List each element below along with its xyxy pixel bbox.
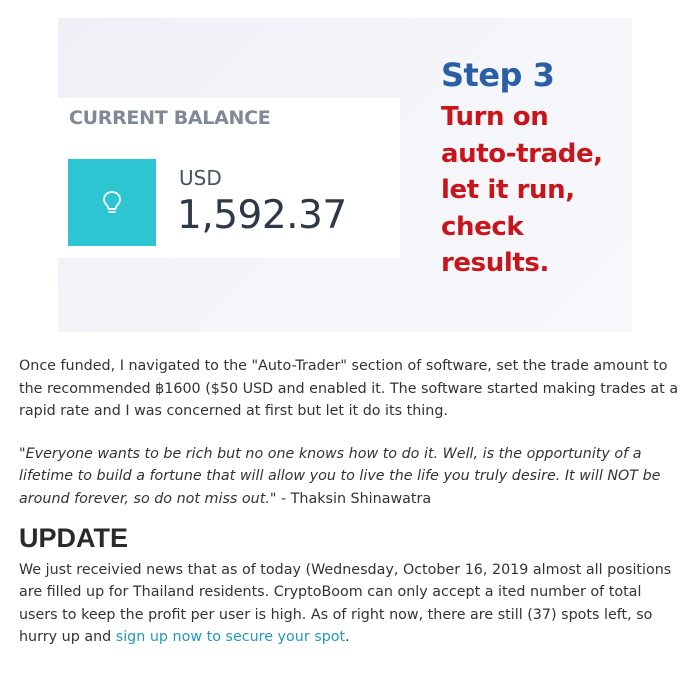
balance-card (58, 98, 400, 258)
hero-banner (58, 18, 632, 332)
lightbulb-icon (101, 190, 123, 216)
balance-currency: USD (179, 166, 222, 190)
balance-title: CURRENT BALANCE (69, 107, 271, 129)
article-body (19, 355, 683, 649)
update-text: We just receivied news that as of today (Wednesday, October 16, 2019 almost all positions are filled up for Thailand residents. CryptoBoom can only accept a ited number of total users to keep the profit per user is high. As of right now, there are still (37) spots left, so hurry up and (19, 561, 672, 646)
update-paragraph (19, 559, 683, 649)
step-line: let it run, (441, 175, 575, 205)
step-line: results. (441, 248, 549, 278)
quote-paragraph (19, 443, 683, 511)
update-end: . (345, 629, 350, 646)
quote-text: "Everyone wants to be rich but no one knows how to do it. Well, is the opportunity of a lifetime to build a fortune that will allow you to live the life you truly desire. It will NOT be around forever, so do not miss out." (19, 445, 661, 507)
update-heading: UPDATE (19, 522, 129, 553)
balance-amount: 1,592.37 (177, 193, 347, 238)
step-line: auto-trade, (441, 138, 603, 169)
signup-link[interactable]: sign up now to secure your spot (115, 629, 346, 646)
step-line: check (441, 211, 524, 242)
balance-icon-tile (68, 159, 156, 246)
quote-attribution: - Thaksin Shinawatra (276, 490, 432, 507)
step-title: Step 3 (441, 56, 555, 94)
step-callout (441, 56, 631, 282)
article-paragraph: Once funded, I navigated to the "Auto-Trader" section of software, set the trade amount to the recommended ฿1600 ($50 USD and enabled it. The software started making trades at a rapid rate and I was concerned at first but let it do its thing. (19, 358, 679, 420)
step-line: Turn on (441, 102, 549, 132)
step-instructions (441, 99, 631, 282)
